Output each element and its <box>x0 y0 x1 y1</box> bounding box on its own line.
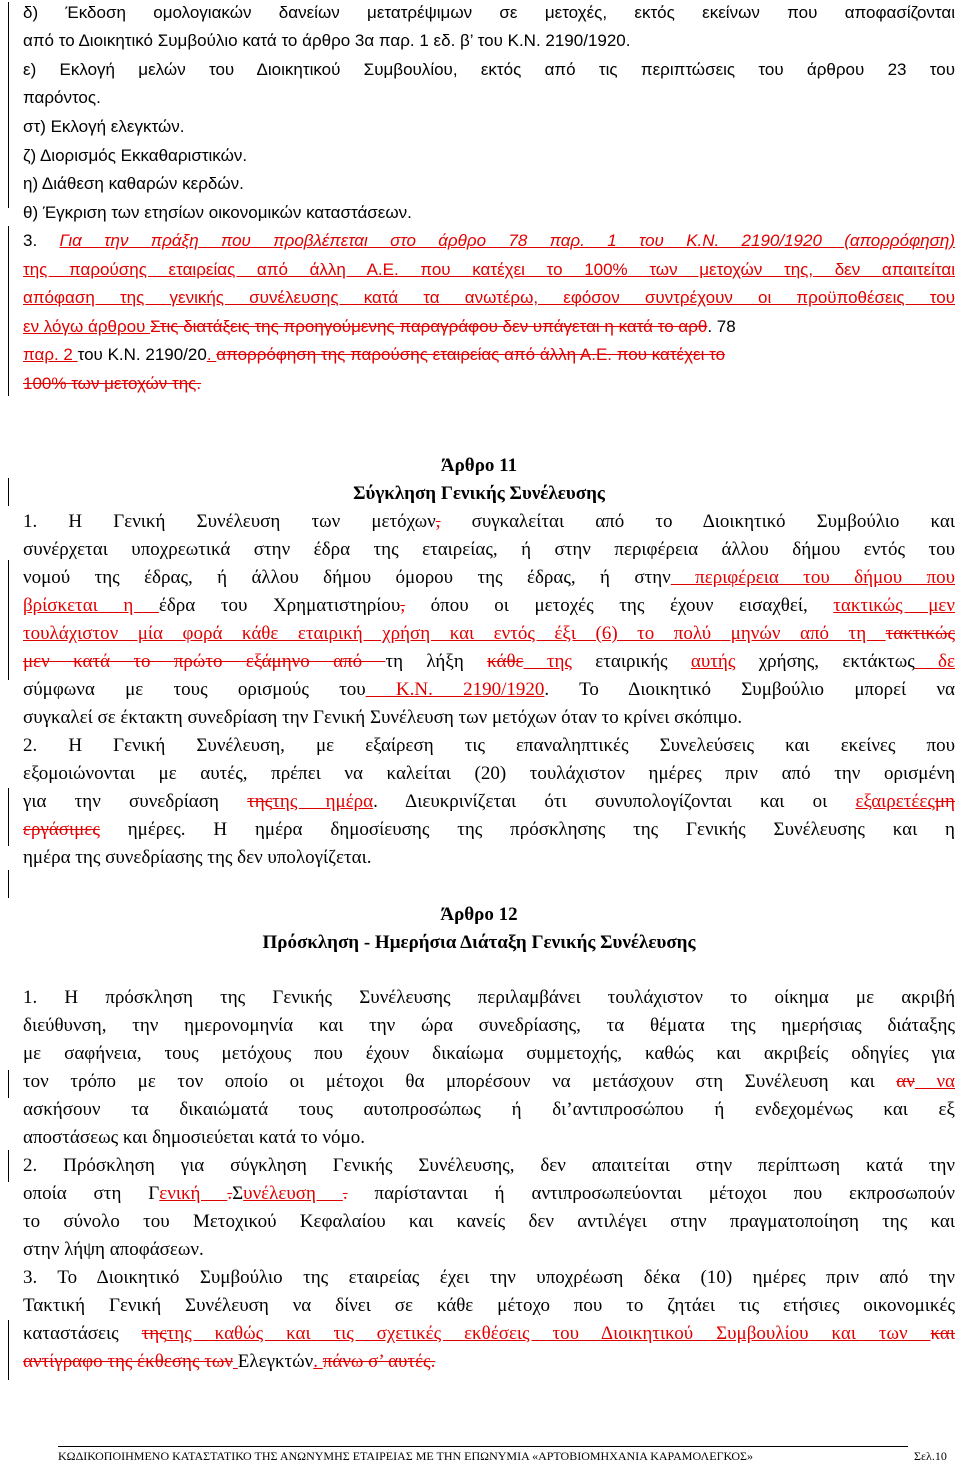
change-bar <box>8 478 9 506</box>
art12-p1-line6: αποστάσεως και δημοσιεύεται κατά το νόμο. <box>23 1127 365 1148</box>
list-item-st: στ) Εκλογή ελεγκτών. <box>23 117 185 136</box>
paragraph-3-line4: εν λόγω άρθρου Στις διατάξεις της προηγούμενης παραγράφου δεν υπάγεται η κατά το αρθ. 78 <box>23 317 736 336</box>
page-footer <box>58 1449 958 1464</box>
paragraph-3-line5: παρ. 2 του Κ.Ν. 2190/20. απορρόφηση της παρούσης εταιρείας από άλλη Α.Ε. που κατέχει το <box>23 345 726 364</box>
art12-p3-line1: 3. Το Διοικητικό Συμβούλιο της εταιρείας έχει την υποχρέωση δέκα (10) ημέρες πριν από την <box>23 1267 955 1288</box>
art11-p1-line7: σύμφωνα με τους ορισμούς του Κ.Ν. 2190/1920. Το Διοικητικό Συμβούλιο μπορεί να <box>23 679 955 700</box>
change-bar <box>8 870 9 898</box>
art12-p1-line1: 1. Η πρόσκληση της Γενικής Συνέλευσης περιλαμβάνει τουλάχιστον το οίκημα με ακριβή <box>23 987 955 1008</box>
art12-p1-line2: διεύθυνση, την ημερονομηνία και την ώρα συνεδρίασης, τα θέματα της ημερήσιας διάταξης <box>23 1015 955 1036</box>
art12-p3-line4: αντίγραφο της έκθεσης των Ελεγκτών. πάνω σ’ αυτές. <box>23 1351 436 1372</box>
change-bar <box>8 1070 9 1098</box>
art11-p1-line2: συνέρχεται υποχρεωτικά στην έδρα της εταιρείας, ή στην περιφέρεια άλλου δήμου εντός του <box>23 539 955 560</box>
change-bar <box>8 2 9 208</box>
list-item-th: θ) Έγκριση των ετησίων οικονομικών καταστάσεων. <box>23 203 412 222</box>
list-item-e-line2: παρόντος. <box>23 88 101 107</box>
change-bar <box>8 560 9 680</box>
art11-p1-line6: μεν κατά το πρώτο εξάμηνο από τη λήξη κάθε της εταιρικής αυτής χρήσης, εκτάκτως δε <box>23 651 955 672</box>
art12-p1-line5: ασκήσουν τα δικαιώματά τους αυτοπροσώπως ή δι’αντιπροσώπου ή ενδεχομένως και εξ <box>23 1099 955 1120</box>
art11-p2-line2: εξομοιώνονται με αυτές, πρέπει να καλείται (20) τουλάχιστον ημέρες πριν από την ορισμένη <box>23 763 955 784</box>
list-item-d-line2: από το Διοικητικό Συμβούλιο κατά το άρθρο 3α παρ. 1 εδ. β’ του Κ.Ν. 2190/1920. <box>23 31 631 50</box>
article-12-heading: Άρθρο 12 <box>440 904 518 925</box>
footer-text: ΚΩΔΙΚΟΠΟΙΗΜΕΝΟ ΚΑΤΑΣΤΑΤΙΚΟ ΤΗΣ ΑΝΩΝΥΜΗΣ ΕΤΑΙΡΕΙΑΣ ΜΕ ΤΗΝ ΕΠΩΝΥΜΙΑ «ΑΡΤΟΒΙΟΜΗΧΑΝΙΑ ΚΑΡΑΜΟΛΕΓΚΟΣ» <box>58 1449 754 1463</box>
article-11-heading: Άρθρο 11 <box>440 455 518 476</box>
art11-p2-line5: ημέρα της συνεδρίασης της δεν υπολογίζεται. <box>23 847 372 868</box>
art12-p3-line2: Τακτική Γενική Συνέλευση να δίνει σε κάθε μέτοχο που το ζητάει τις ετήσιες οικονομικές <box>23 1295 955 1316</box>
art12-p2-line4: στην λήψη αποφάσεων. <box>23 1239 204 1260</box>
art12-p3-line3: καταστάσεις τηςτης καθώς και τις σχετικές εκθέσεις του Διοικητικού Συμβουλίου και των και <box>23 1323 955 1344</box>
change-bar <box>8 226 9 396</box>
art11-p1-line5: τουλάχιστον μία φορά κάθε εταιρική χρήση και εντός έξι (6) το πολύ μηνών από τη τακτικώς <box>23 623 955 644</box>
art11-p1-line4: βρίσκεται η έδρα του Χρηματιστηρίου, όπου οι μετοχές της έχουν εισαχθεί, τακτικώς μεν <box>23 595 955 616</box>
article-11-title: Σύγκληση Γενικής Συνέλευσης <box>353 483 605 504</box>
art12-p2-line1: 2. Πρόσκληση για σύγκληση Γενικής Συνέλευσης, δεν απαιτείται στην περίπτωση κατά την <box>23 1155 955 1176</box>
art11-p2-line3: για την συνεδρίαση τηςτης ημέρα. Διευκρινίζεται ότι συνυπολογίζονται και οι εξαιρετέεςμη <box>23 791 955 812</box>
art12-p2-line3: το σύνολο του Μετοχικού Κεφαλαίου και κανείς δεν αντιλέγει στην πραγματοποίηση της και <box>23 1211 955 1232</box>
paragraph-3-line1: 3. Για την πράξη που προβλέπεται στο άρθρο 78 παρ. 1 του Κ.Ν. 2190/1920 (απορρόφηση) <box>23 231 955 250</box>
article-12-title: Πρόσκληση - Ημερήσια Διάταξη Γενικής Συνέλευσης <box>262 932 696 953</box>
paragraph-3-line6: 100% των μετοχών της. <box>23 374 202 393</box>
list-item-e-line1: ε) Εκλογή μελών του Διοικητικού Συμβουλίου, εκτός από τις περιπτώσεις του άρθρου 23 του <box>23 60 955 79</box>
paragraph-3-line2: της παρούσης εταιρείας από άλλη Α.Ε. που κατέχει το 100% των μετοχών της, δεν απαιτείται <box>23 260 955 279</box>
footer-rule <box>58 1446 908 1447</box>
art11-p2-line4: εργάσιμες ημέρες. Η ημέρα δημοσίευσης της πρόσκλησης της Γενικής Συνέλευσης και η <box>23 819 955 840</box>
art11-p1-line3: νομού της έδρας, ή άλλου δήμου όμορου της έδρας, ή στην περιφέρεια του δήμου που <box>23 567 955 588</box>
art11-p2-line1: 2. Η Γενική Συνέλευση, με εξαίρεση τις επαναληπτικές Συνελεύσεις και εκείνες που <box>23 735 955 756</box>
art11-p1-line8: συγκαλεί σε έκτακτη συνεδρίαση την Γενική Συνέλευση των μετόχων όταν το κρίνει σκόπιμο. <box>23 707 743 728</box>
paragraph-3-line3: απόφαση της γενικής συνέλευσης κατά τα ανωτέρω, εφόσον συντρέχουν οι προϋποθέσεις του <box>23 288 955 307</box>
change-bar <box>8 788 9 846</box>
list-item-i: η) Διάθεση καθαρών κερδών. <box>23 174 244 193</box>
art12-p1-line3: με σαφήνεια, τους μετόχους που έχουν δικαίωμα συμμετοχής, καθώς και ακριβείς οδηγίες για <box>23 1043 955 1064</box>
list-item-z: ζ) Διορισμός Εκκαθαριστικών. <box>23 146 248 165</box>
art12-p2-line2: οποία στη Γενική .Συνέλευση . παρίστανται ή αντιπροσωπεύονται μέτοχοι που εκπροσωπούν <box>23 1183 955 1204</box>
art12-p1-line4: τον τρόπο με τον οποίο οι μέτοχοι θα μπορέσουν να μετάσχουν στη Συνέλευση και αν να <box>23 1071 955 1092</box>
art11-p1-line1: 1. Η Γενική Συνέλευση των μετόχων, συγκαλείται από το Διοικητικό Συμβούλιο και <box>23 511 955 532</box>
change-bar <box>8 1320 9 1380</box>
change-bar <box>8 1150 9 1182</box>
page-number: Σελ.10 <box>914 1449 947 1463</box>
list-item-d-line1: δ) Έκδοση ομολογιακών δανείων μετατρέψιμων σε μετοχές, εκτός εκείνων που αποφασίζονται <box>23 3 955 22</box>
